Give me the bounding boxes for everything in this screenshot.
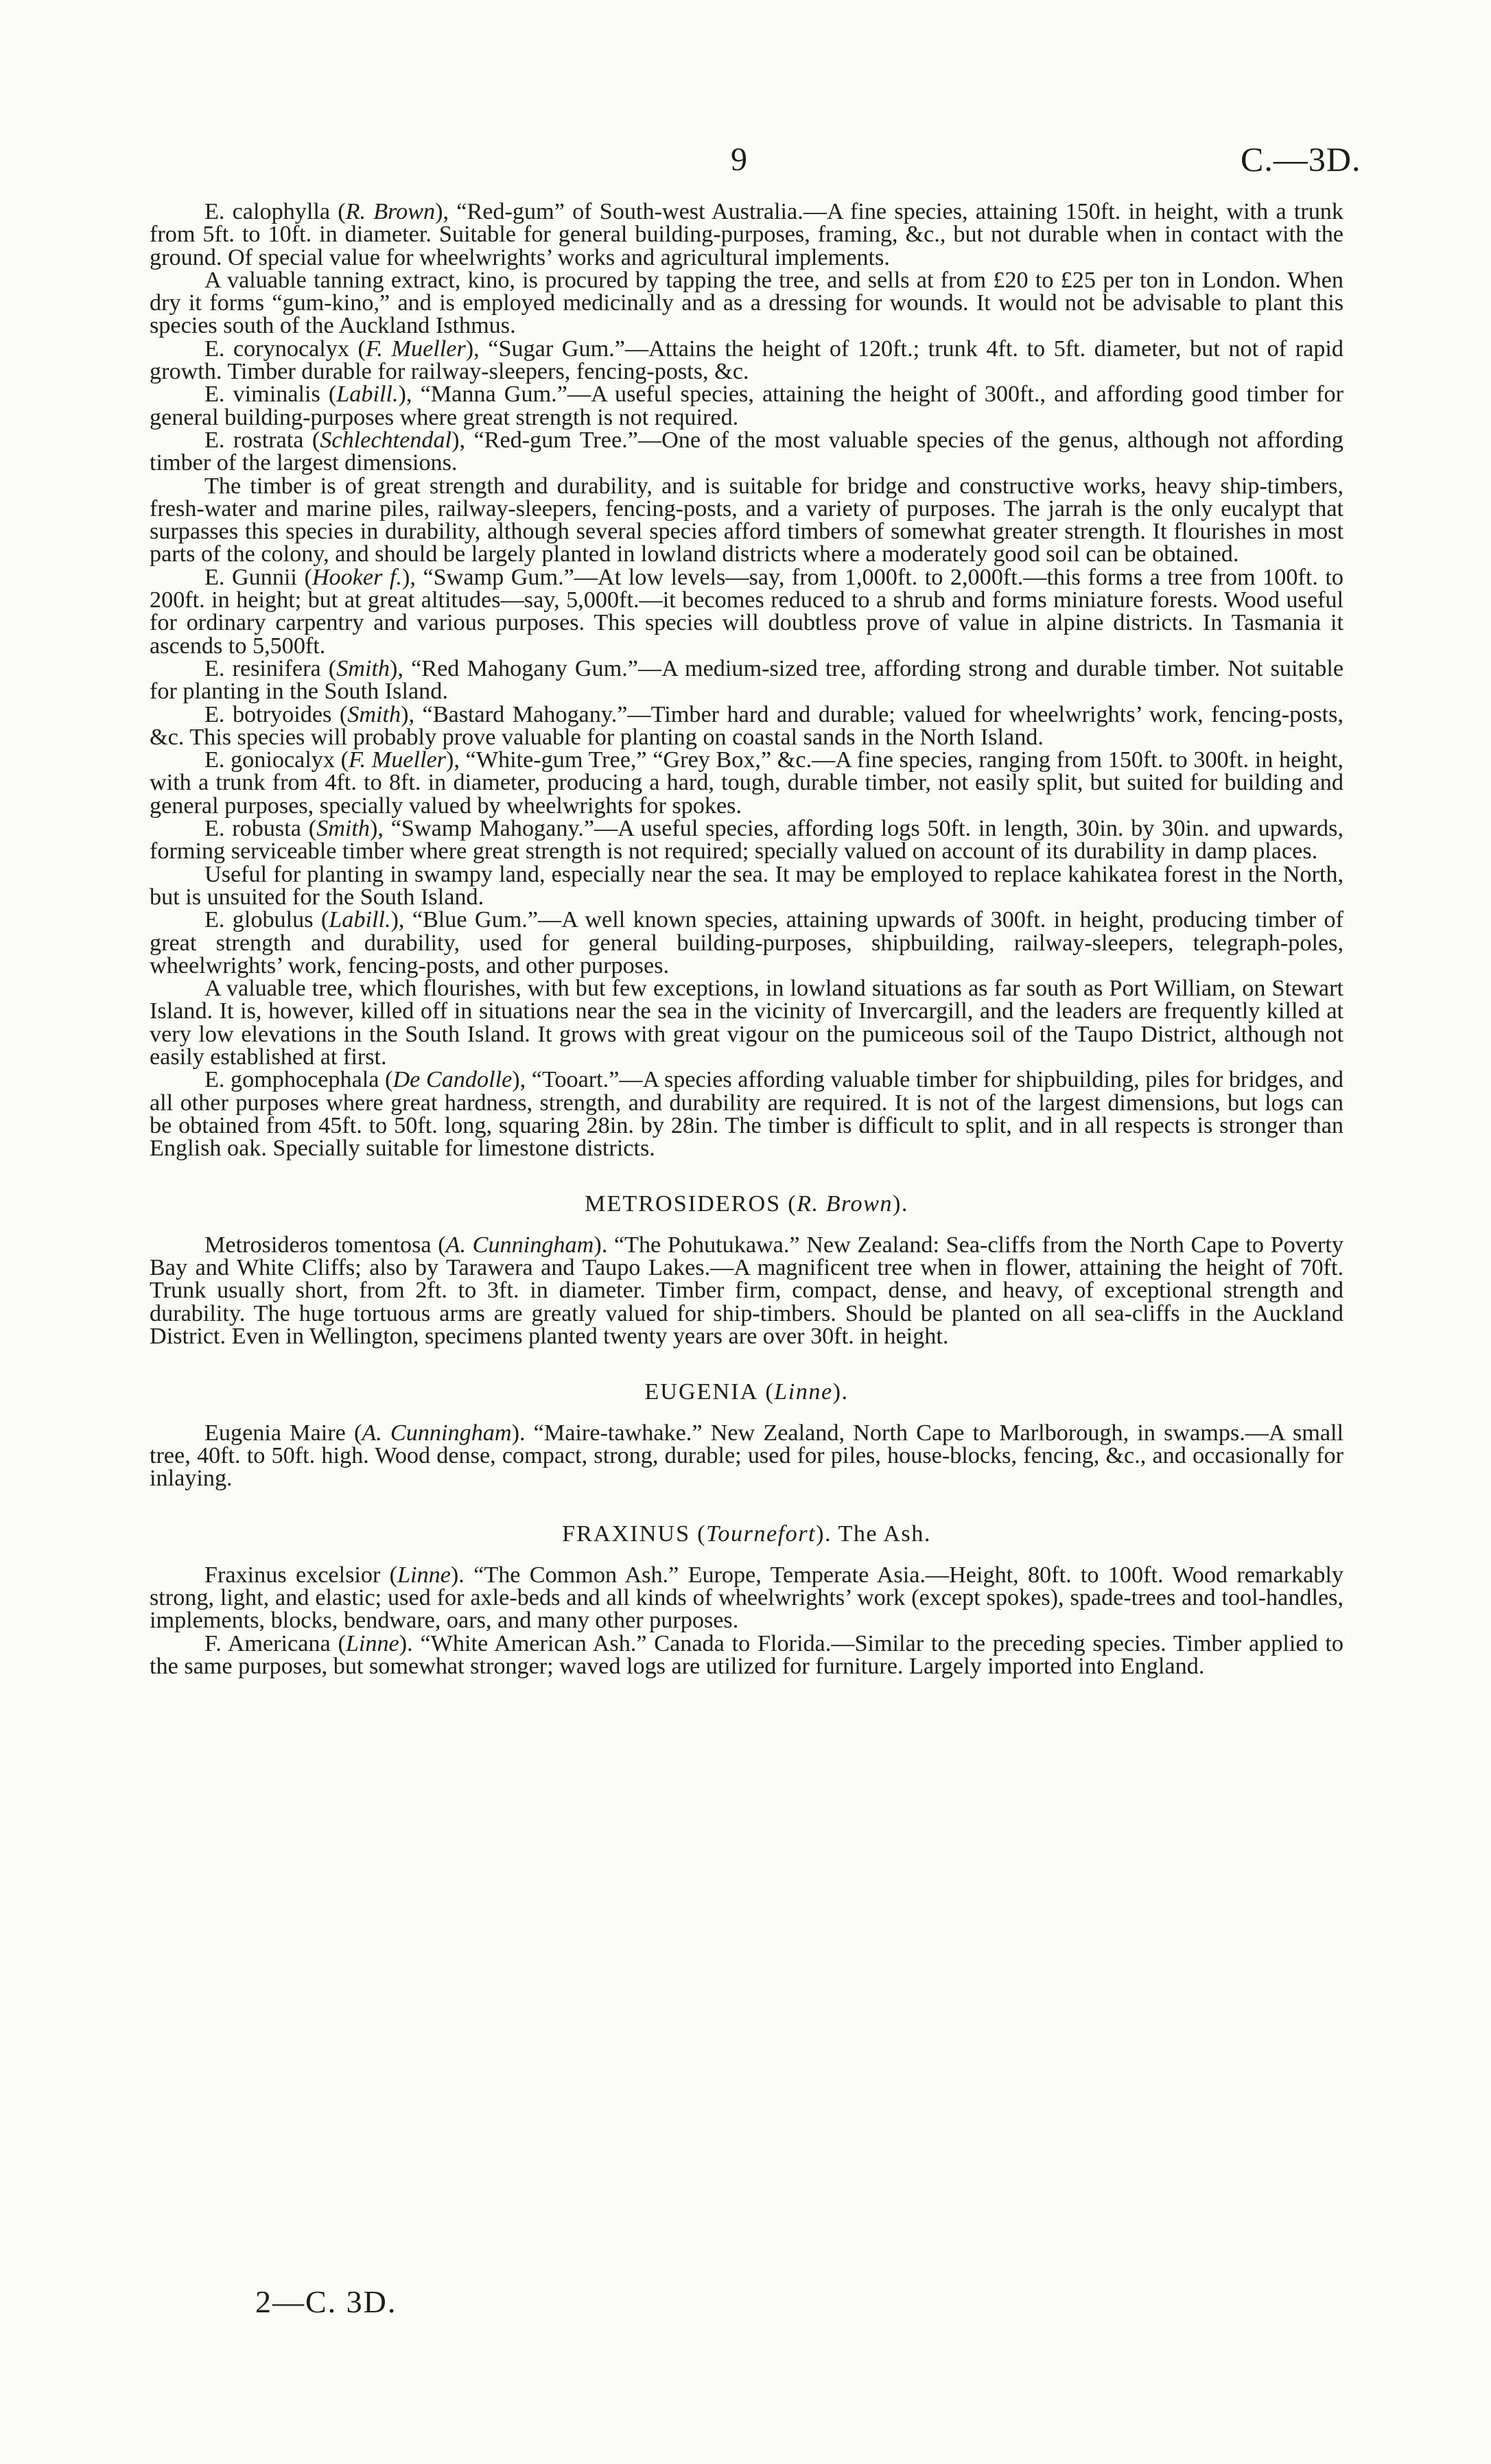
heading-metrosideros: METROSIDEROS (R. Brown). — [585, 1191, 908, 1217]
entry-eugenia-maire: Eugenia Maire (A. Cunningham). “Maire-tawhake.” New Zealand, North Cape to Marlborough, in swamps.—A small tree, 40ft. to 50ft. high. Wood dense, compact, strong, durable; used for piles, house-blocks, fencing, &c., and occasionally for inlaying. — [150, 1420, 1344, 1492]
footer-signature: 2—C. 3D. — [255, 2284, 397, 2319]
entry-metrosideros-tomentosa: Metrosideros tomentosa (A. Cunningham). “The Pohutukawa.” New Zealand: Sea-cliffs from the North Cape to Poverty Bay and White Cliffs; also by Tarawera and Taupo Lakes.—A magnificent tree when in flower, attaining the height of 70ft. Trunk usually short, from 2ft. to 3ft. in diameter. Timber firm, compact, dense, and heavy, of exceptional strength and durability. The huge tortuous arms are greatly valued for ship-timbers. Should be planted on all sea-cliffs in the Auckland District. Even in Wellington, specimens planted twenty years are over 30ft. in height. — [150, 1232, 1344, 1349]
entry-gunnii: E. Gunnii (Hooker f.), “Swamp Gum.”—At low levels—say, from 1,000ft. to 2,000ft.—this forms a tree from 100ft. to 200ft. in height; but at great altitudes—say, 5,000ft.—it becomes reduced to a shrub and forms miniature forests. Wood useful for ordinary carpentry and various purposes. This species will doubtless prove of value in alpine districts. In Tasmania it ascends to 5,500ft. — [150, 564, 1343, 659]
entry-corynocalyx: E. corynocalyx (F. Mueller), “Sugar Gum.”—Attains the height of 120ft.; trunk 4ft. to 5ft. diameter, but not of rapid growth. Timber durable for railway-sleepers, fencing-posts, &c. — [150, 336, 1343, 385]
paragraph-rostrata-timber: The timber is of great strength and durability, and is suitable for bridge and constructive works, heavy ship-timbers, fresh-water and marine piles, railway-sleepers, fencing-posts, and a variety of purposes. The jarrah is the only eucalypt that surpasses this species in durability, although several species afford timbers of somewhat greater strength. It flourishes in most parts of the colony, and should be largely planted in lowland districts where a moderately good soil can be obtained. — [150, 473, 1343, 567]
entry-fraxinus-excelsior: Fraxinus excelsior (Linne). “The Common Ash.” Europe, Temperate Asia.—Height, 80ft. to 100ft. Wood remarkably strong, light, and elastic; used for axle-beds and all kinds of wheelwrights’ work (except spokes), spade-trees and tool-handles, implements, blocks, bendware, oars, and many other purposes. — [150, 1562, 1343, 1634]
paragraph-robusta-planting: Useful for planting in swampy land, especially near the sea. It may be employed to replace kahikatea forest in the North, but is unsuited for the South Island. — [150, 861, 1343, 910]
entry-fraxinus-americana: F. Americana (Linne). “White American Ash.” Canada to Florida.—Similar to the preceding species. Timber applied to the same purposes, but somewhat stronger; waved logs are utilized for furniture. Largely imported into England. — [150, 1630, 1344, 1679]
entry-botryoides: E. botryoides (Smith), “Bastard Mahogany.”—Timber hard and durable; valued for wheelwrights’ work, fencing-posts, &c. This species will probably prove valuable for planting on coastal sands in the North Island. — [150, 701, 1343, 750]
paragraph-globulus-range: A valuable tree, which flourishes, with but few exceptions, in lowland situations as far south as Port William, on Stewart Island. It is, however, killed off in situations near the sea in the vicinity of Invercargill, and the leaders are frequently killed at very low elevations in the South Island. It grows with great vigour on the pumiceous soil of the Taupo District, although not easily established at first. — [150, 976, 1343, 1070]
entry-globulus: E. globulus (Labill.), “Blue Gum.”—A well known species, attaining upwards of 300ft. in height, producing timber of great strength and durability, used for general building-purposes, shipbuilding, railway-sleepers, telegraph-poles, wheelwrights’ work, fencing-posts, and other purposes. — [150, 907, 1343, 978]
heading-eugenia: EUGENIA (Linne). — [644, 1379, 849, 1405]
entry-gomphocephala: E. gomphocephala (De Candolle), “Tooart.”—A species affording valuable timber for shipbuilding, piles for bridges, and all other purposes where great hardness, strength, and durability are required. It is not of the largest dimensions, but logs can be obtained from 45ft. to 50ft. long, squaring 28in. by 28in. The timber is difficult to split, and in all respects is stronger than English oak. Specially suitable for limestone districts. — [150, 1067, 1343, 1162]
entry-viminalis: E. viminalis (Labill.), “Manna Gum.”—A useful species, attaining the height of 300ft., and affording good timber for general building-purposes where great strength is not required. — [150, 382, 1343, 430]
page-number: 9 — [731, 141, 747, 178]
document-body — [150, 200, 1343, 1678]
document-reference: C.—3D. — [1241, 140, 1361, 178]
paragraph-kino: A valuable tanning extract, kino, is procured by tapping the tree, and sells at from £20 to £25 per ton in London. When dry it forms “gum-kino,” and is employed medicinally and as a dressing for wounds. It would not be advisable to plant this species south of the Auckland Isthmus. — [150, 267, 1343, 339]
entry-goniocalyx: E. goniocalyx (F. Mueller), “White-gum Tree,” “Grey Box,” &c.—A fine species, ranging from 150ft. to 300ft. in height, with a trunk from 4ft. to 8ft. in diameter, producing a hard, tough, durable timber, not easily split, but suited for building and general purposes, specially valued by wheelwrights for spokes. — [150, 747, 1343, 819]
heading-fraxinus: FRAXINUS (Tournefort). The Ash. — [562, 1521, 931, 1547]
entry-robusta: E. robusta (Smith), “Swamp Mahogany.”—A useful species, affording logs 50ft. in length, 30in. by 30in. and upwards, forming serviceable timber where great strength is not required; specially valued on account of its durability in damp places. — [150, 816, 1343, 865]
entry-rostrata: E. rostrata (Schlechtendal), “Red-gum Tree.”—One of the most valuable species of the genus, although not affording timber of the largest dimensions. — [150, 427, 1344, 476]
entry-resinifera: E. resinifera (Smith), “Red Mahogany Gum.”—A medium-sized tree, affording strong and durable timber. Not suitable for planting in the South Island. — [150, 655, 1343, 705]
entry-calophylla: E. calophylla (R. Brown), “Red-gum” of South-west Australia.—A fine species, attaining 150ft. in height, with a trunk from 5ft. to 10ft. in diameter. Suitable for general building-purposes, framing, &c., but not durable when in contact with the ground. Of special value for wheelwrights’ works and agricultural implements. — [150, 199, 1343, 270]
